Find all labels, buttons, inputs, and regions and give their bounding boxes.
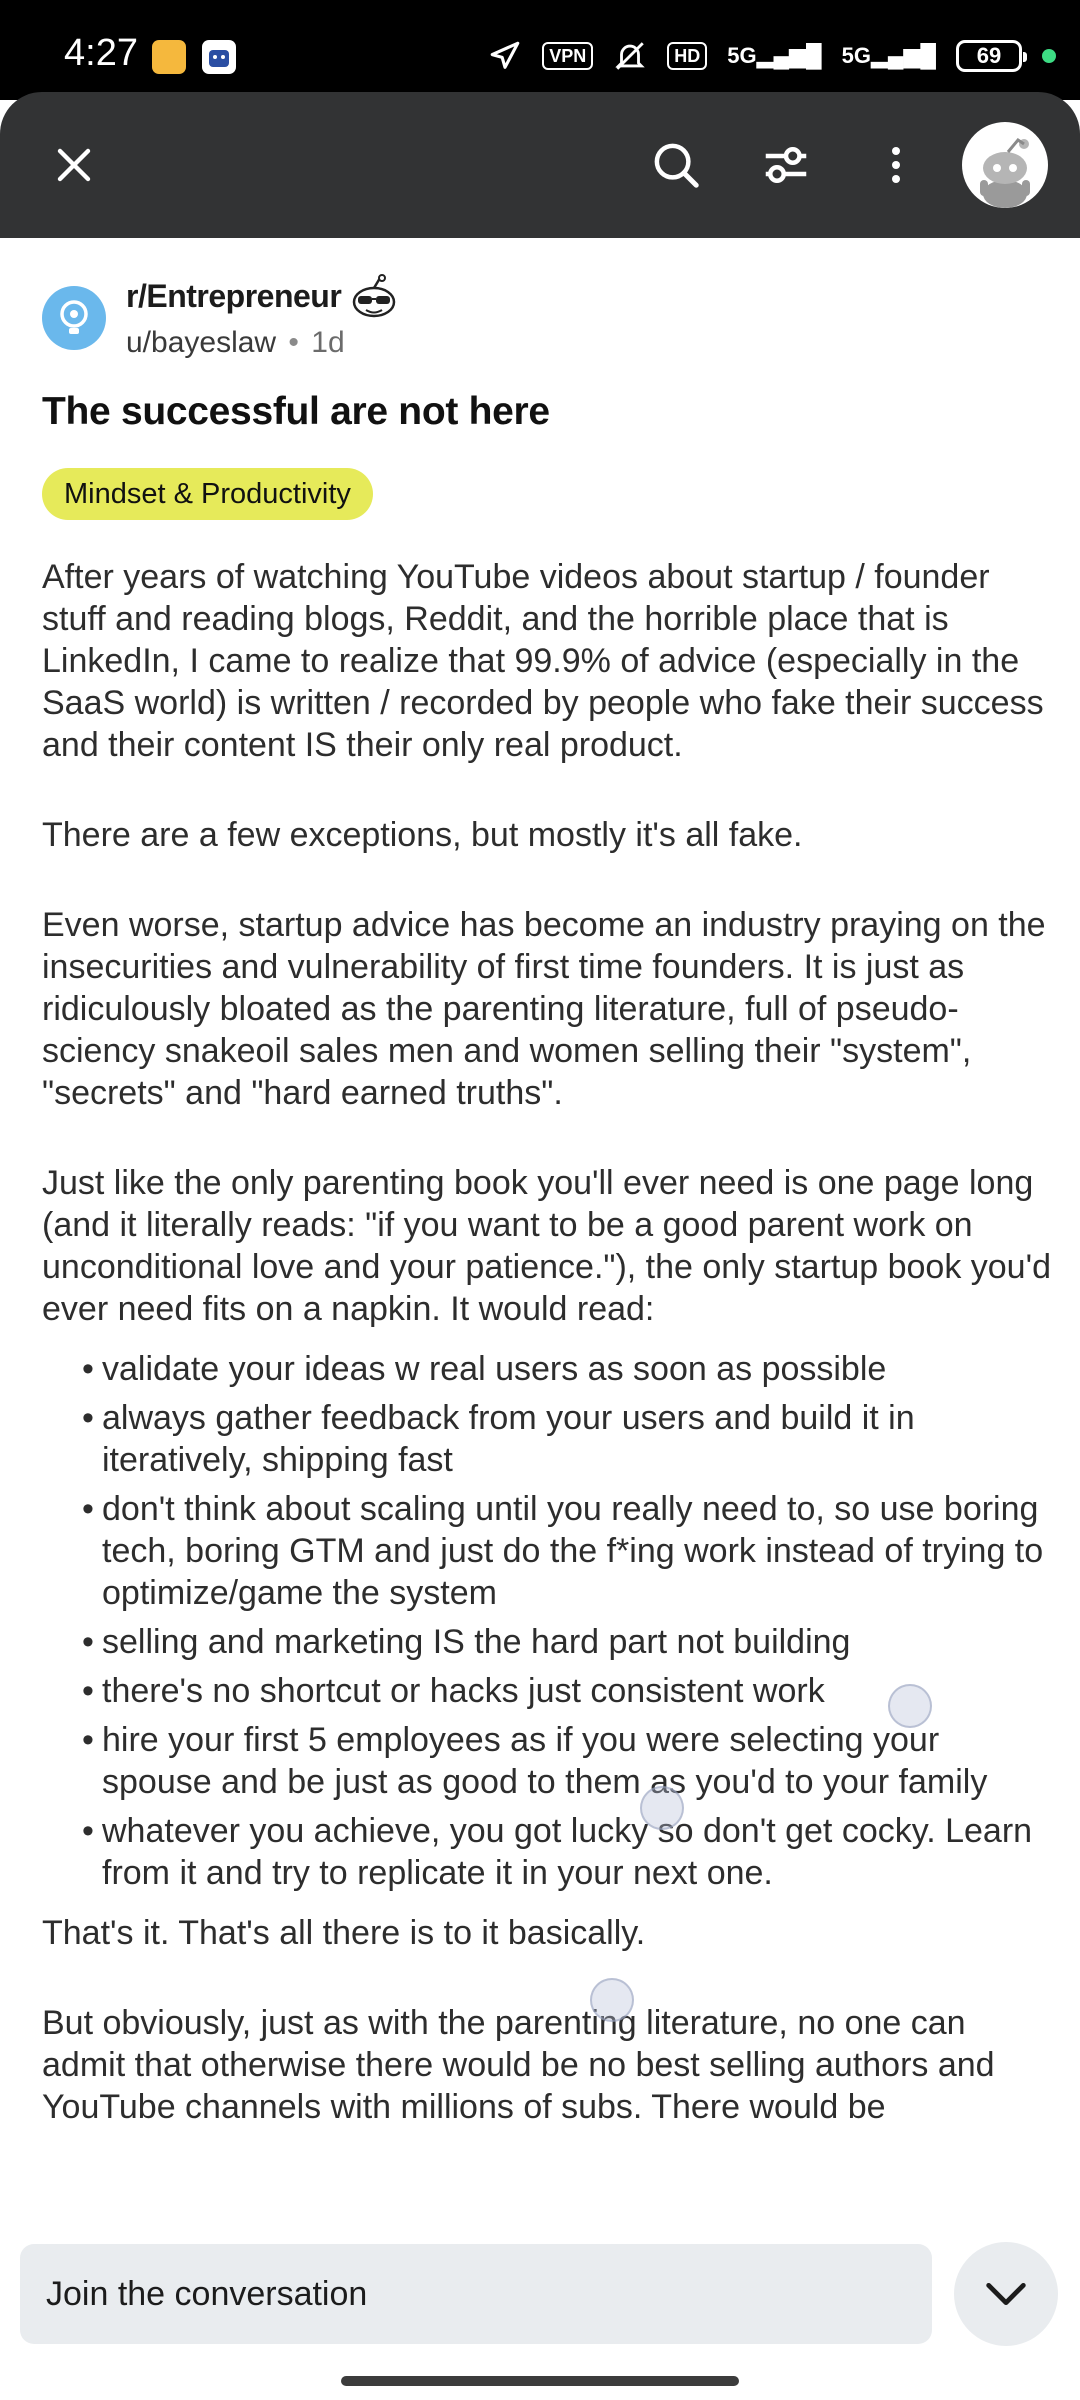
post-paragraph: There are a few exceptions, but mostly it's all fake. [42, 816, 803, 854]
post-title: The successful are not here [42, 390, 550, 433]
list-item: • always gather feedback from your users and build it in iteratively, shipping fast [102, 1397, 1052, 1481]
post-paragraph: After years of watching YouTube videos about startup / founder stuff and reading blogs, Reddit, and the horrible place that is LinkedIn, I came to realize that 99.9% of advice (especially in the SaaS world) is written / recorded by people who fake their success and their content IS their only real product. [42, 558, 1044, 764]
touch-indicator [888, 1684, 932, 1728]
gesture-bar[interactable] [341, 2376, 739, 2386]
join-conversation-input[interactable]: Join the conversation [20, 2244, 932, 2344]
subreddit-icon[interactable] [42, 286, 106, 350]
post-paragraph: Just like the only parenting book you'll ever need is one page long (and it literally reads: "if you want to be a good parent work on unconditional love and your patience."), the only startup book you'd ever need fits on a napkin. It would read: [42, 1164, 1051, 1328]
status-bar [0, 0, 1080, 100]
search-button[interactable] [636, 125, 716, 205]
snoo-avatar-icon [962, 122, 1048, 208]
app-bar [0, 92, 1080, 238]
filter-icon [759, 138, 813, 192]
subreddit-snoo-icon [348, 274, 400, 320]
status-time: 4:27 [64, 32, 138, 74]
author-name[interactable]: u/bayeslaw [126, 326, 277, 359]
battery-icon: 69 [956, 40, 1022, 72]
post-body [42, 556, 1052, 2176]
post-age: 1d [311, 326, 345, 359]
privacy-indicator [1042, 49, 1056, 63]
mail-app-icon [152, 40, 186, 74]
hd-icon: HD [667, 42, 707, 70]
touch-indicator [590, 1978, 634, 2022]
post-paragraph: That's it. That's all there is to it basically. [42, 1914, 646, 1952]
post-bullet-list [42, 1348, 1052, 1894]
signal-icon: 5G▂▄▆█ [727, 43, 822, 68]
avatar[interactable] [962, 122, 1048, 208]
touch-indicator [640, 1786, 684, 1830]
vpn-icon: VPN [542, 42, 593, 70]
signal-icon-2: 5G▂▄▆█ [841, 43, 936, 68]
filter-button[interactable] [746, 125, 826, 205]
list-item: • selling and marketing IS the hard part not building [102, 1621, 1052, 1663]
close-button[interactable] [34, 125, 114, 205]
close-icon [50, 141, 98, 189]
meta-separator: • [280, 326, 308, 359]
location-icon [488, 39, 522, 73]
list-item: • don't think about scaling until you really need to, so use boring tech, boring GTM and just do the f*ing work instead of trying to optimize/game the system [102, 1488, 1052, 1614]
subreddit-name[interactable]: r/Entrepreneur [126, 278, 342, 314]
post-flair[interactable]: Mindset & Productivity [42, 468, 373, 520]
post-meta [126, 326, 345, 360]
more-options-button[interactable] [856, 125, 936, 205]
list-item: • whatever you achieve, you got lucky so don't get cocky. Learn from it and try to replicate it in your next one. [102, 1810, 1052, 1894]
collapse-button[interactable] [954, 2242, 1058, 2346]
more-vertical-icon [872, 141, 920, 189]
list-item: • there's no shortcut or hacks just consistent work [102, 1670, 1052, 1712]
search-icon [649, 138, 703, 192]
bell-muted-icon [613, 39, 647, 73]
post-paragraph: But obviously, just as with the parenting literature, no one can admit that otherwise there would be no best selling authors and YouTube channels with millions of subs. There would be [42, 2004, 995, 2126]
post-paragraph: Even worse, startup advice has become an industry praying on the insecurities and vulnerability of first time founders. It is just as ridiculously bloated as the parenting literature, full of pseudo-sciency snakeoil sales men and women selling their "system", "secrets" and "hard earned truths". [42, 906, 1046, 1112]
list-item: • validate your ideas w real users as soon as possible [102, 1348, 1052, 1390]
app-notification-icon [202, 40, 236, 74]
lightbulb-icon [42, 286, 106, 350]
chevron-down-icon [980, 2268, 1032, 2320]
bottom-bar [0, 2228, 1080, 2400]
list-item: • hire your first 5 employees as if you were selecting your spouse and be just as good to them as you'd to your family [102, 1719, 1052, 1803]
